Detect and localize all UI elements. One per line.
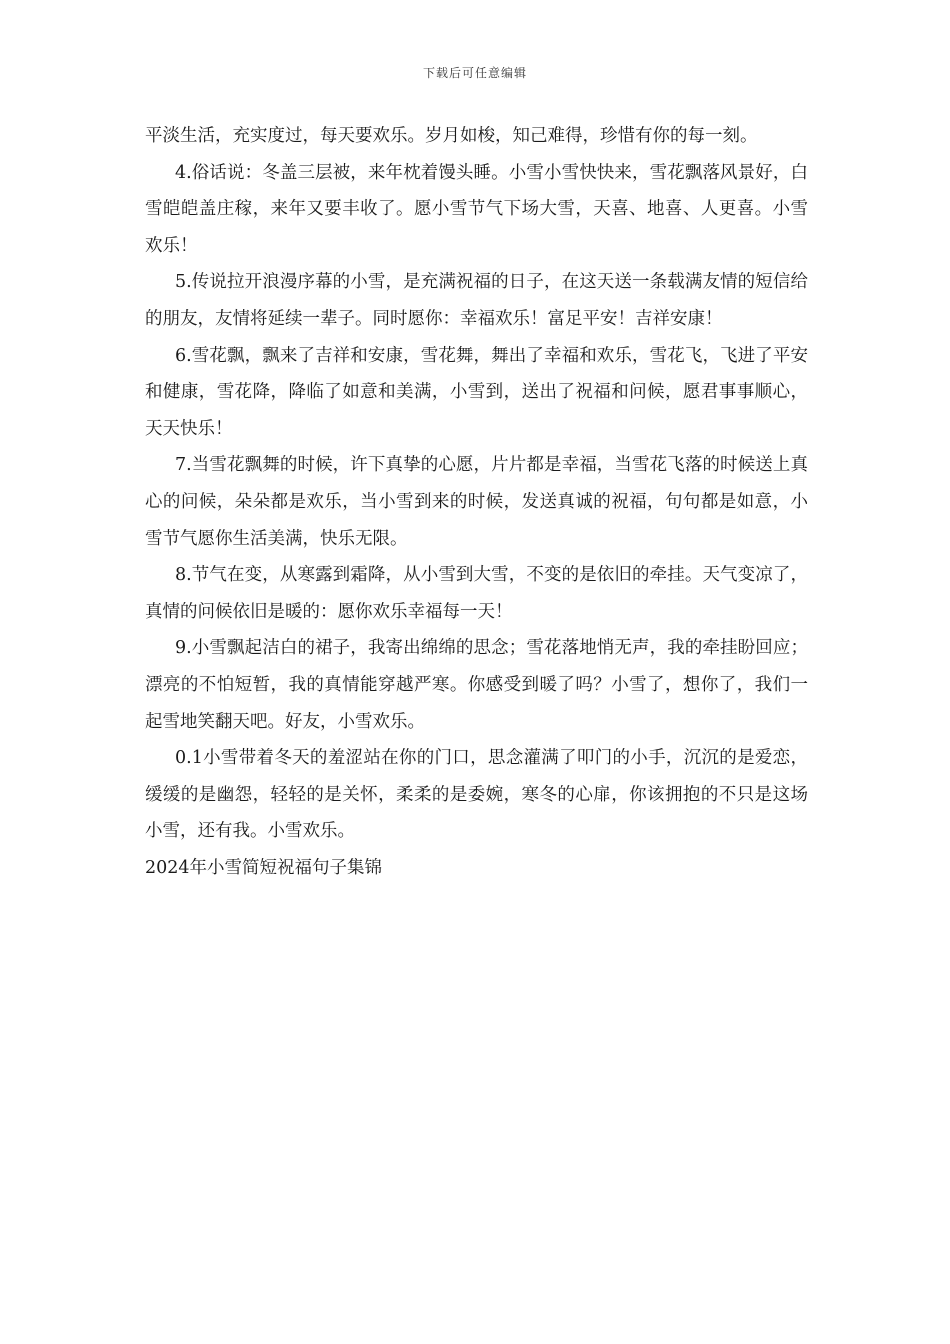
paragraph-continuation: 平淡生活，充实度过，每天要欢乐。岁月如梭，知己难得，珍惜有你的每一刻。 xyxy=(145,126,758,146)
paragraph-item-7: 7.当雪花飘舞的时候，许下真挚的心愿，片片都是幸福，当雪花飞落的时候送上真心的问候，朵朵都是欢乐，当小雪到来的时候，发送真诚的祝福，句句都是如意，小雪节气愿你生活美满，快乐无限。 xyxy=(145,455,808,549)
paragraph-item-6: 6.雪花飘，飘来了吉祥和安康，雪花舞，舞出了幸福和欢乐，雪花飞，飞进了平安和健康，雪花降，降临了如意和美满，小雪到，送出了祝福和问候，愿君事事顺心，天天快乐！ xyxy=(145,345,808,439)
document-body xyxy=(145,118,808,886)
paragraph-item-9: 9.小雪飘起洁白的裙子，我寄出绵绵的思念；雪花落地悄无声，我的牵挂盼回应；漂亮的不怕短暂，我的真情能穿越严寒。你感受到暖了吗？小雪了，想你了，我们一起雪地笑翻天吧。好友，小雪欢乐。 xyxy=(145,638,808,732)
paragraph-item-8: 8.节气在变，从寒露到霜降，从小雪到大雪，不变的是依旧的牵挂。天气变凉了，真情的问候依旧是暖的：愿你欢乐幸福每一天！ xyxy=(145,565,808,622)
document-title-footer: 2024年小雪简短祝福句子集锦 xyxy=(145,857,383,878)
paragraph-item-5: 5.传说拉开浪漫序幕的小雪，是充满祝福的日子，在这天送一条载满友情的短信给的朋友，友情将延续一辈子。同时愿你：幸福欢乐！富足平安！吉祥安康！ xyxy=(145,272,808,329)
paragraph-item-4: 4.俗话说：冬盖三层被，来年枕着馒头睡。小雪小雪快快来，雪花飘落风景好，白雪皑皑盖庄稼，来年又要丰收了。愿小雪节气下场大雪，天喜、地喜、人更喜。小雪欢乐！ xyxy=(145,162,808,256)
page-header: 下载后可任意编辑 xyxy=(422,66,527,80)
paragraph-item-10: 0.1小雪带着冬天的羞涩站在你的门口，思念灌满了叩门的小手，沉沉的是爱恋，缓缓的是幽怨，轻轻的是关怀，柔柔的是委婉，寒冬的心扉，你该拥抱的不只是这场小雪，还有我。小雪欢乐。 xyxy=(145,748,808,842)
